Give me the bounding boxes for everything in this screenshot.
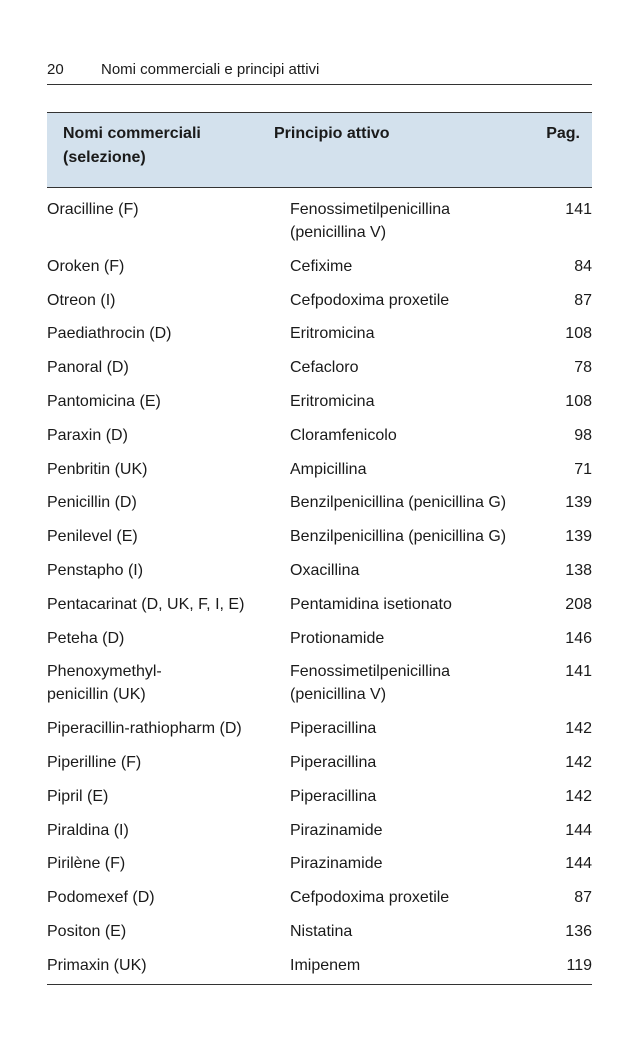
trade-name-text: Podomexef (D): [47, 889, 155, 907]
table-row: [47, 322, 592, 345]
running-title: Nomi commerciali e principi attivi: [101, 60, 320, 78]
page-reference-cell: 142: [565, 753, 592, 771]
page-reference-cell: 108: [565, 325, 592, 343]
trade-names-table: [47, 112, 592, 988]
active-ingredient-cell: [290, 289, 548, 312]
trade-name-text: Pentacarinat (D, UK, F, I, E): [47, 595, 245, 613]
trade-name-cell: [47, 255, 290, 278]
page-reference-cell: 98: [574, 426, 592, 444]
active-ingredient-cell: [290, 886, 548, 909]
column-header-active: Principio attivo: [274, 125, 390, 142]
trade-name-text: Paraxin (D): [47, 426, 128, 444]
active-ingredient-cell: [290, 322, 548, 345]
trade-name-text: Piraldina (I): [47, 821, 129, 839]
trade-name-text: Piperacillin-rathiopharm (D): [47, 720, 242, 738]
table-row: [47, 289, 592, 312]
trade-name-text: Primaxin (UK): [47, 956, 147, 974]
trade-name-text: Penilevel (E): [47, 528, 138, 546]
active-ingredient-text: Eritromicina: [290, 392, 375, 410]
page-reference-cell: 144: [565, 855, 592, 873]
table-row: [47, 424, 592, 447]
active-ingredient-text: Eritromicina: [290, 325, 375, 343]
table-row: [47, 593, 592, 616]
trade-name-text: Otreon (I): [47, 291, 116, 309]
active-ingredient-text: Pirazinamide: [290, 855, 383, 873]
active-ingredient-cell: [290, 356, 548, 379]
table-row: [47, 660, 592, 706]
trade-name-cell: [47, 593, 290, 616]
table-row: [47, 886, 592, 909]
trade-name-cell: [47, 785, 290, 808]
trade-name-text: Penicillin (D): [47, 494, 137, 512]
active-ingredient-text: Fenossimetilpenicillina: [290, 201, 451, 218]
active-ingredient-text: (penicillina V): [290, 686, 387, 704]
trade-name-cell: [47, 458, 290, 481]
trade-name-cell: [47, 525, 290, 548]
active-ingredient-cell: [290, 525, 548, 548]
trade-name-text: Paediathrocin (D): [47, 325, 172, 343]
page-number: 20: [47, 60, 64, 78]
active-ingredient-text: Piperacillina: [290, 753, 377, 771]
trade-name-cell: [47, 627, 290, 650]
active-ingredient-cell: [290, 751, 548, 774]
column-header-name: [47, 122, 274, 187]
trade-name-cell: [47, 390, 290, 413]
page-reference-cell: 71: [574, 460, 592, 478]
active-ingredient-text: Cloramfenicolo: [290, 426, 397, 444]
page-reference-cell: 139: [565, 528, 592, 546]
trade-name-cell: [47, 289, 290, 312]
trade-name-text: Oroken (F): [47, 257, 125, 275]
active-ingredient-text: Benzilpenicillina (penicillina G): [290, 528, 507, 546]
trade-name-text: Piperilline (F): [47, 753, 142, 771]
active-ingredient-text: Benzilpenicillina (penicillina G): [290, 494, 507, 512]
page-reference-cell: 142: [565, 787, 592, 805]
trade-name-text: penicillin (UK): [47, 686, 146, 704]
table-bottom-rule: [47, 984, 592, 985]
active-ingredient-text: Ampicillina: [290, 460, 367, 478]
trade-name-cell: [47, 322, 290, 345]
active-ingredient-cell: [290, 660, 548, 706]
table-row: [47, 920, 592, 943]
table-row: [47, 356, 592, 379]
trade-name-text: Pantomicina (E): [47, 392, 161, 410]
active-ingredient-text: Pirazinamide: [290, 821, 383, 839]
active-ingredient-cell: [290, 954, 548, 977]
trade-name-text: Pirilène (F): [47, 855, 126, 873]
page-reference-cell: 84: [574, 257, 592, 275]
table-header: [47, 112, 592, 188]
trade-name-text: Phenoxymethyl-: [47, 663, 162, 681]
trade-name-cell: [47, 852, 290, 875]
page-reference-cell: 87: [574, 889, 592, 907]
table-row: [47, 852, 592, 875]
trade-name-cell: [47, 717, 290, 740]
active-ingredient-cell: [290, 920, 548, 943]
active-ingredient-text: Cefpodoxima proxetile: [290, 291, 450, 309]
trade-name-cell: [47, 491, 290, 514]
trade-name-text: Penbritin (UK): [47, 460, 148, 478]
table-row: [47, 559, 592, 582]
active-ingredient-text: Cefacloro: [290, 359, 359, 377]
trade-name-text: Panoral (D): [47, 359, 129, 377]
active-ingredient-cell: [290, 559, 548, 582]
trade-name-text: Oracilline (F): [47, 201, 139, 218]
active-ingredient-cell: [290, 785, 548, 808]
active-ingredient-cell: [290, 717, 548, 740]
trade-name-cell: [47, 751, 290, 774]
page-reference-cell: 138: [565, 561, 592, 579]
active-ingredient-text: Oxacillina: [290, 561, 360, 579]
trade-name-cell: [47, 356, 290, 379]
active-ingredient-text: Piperacillina: [290, 720, 377, 738]
table-row: [47, 525, 592, 548]
table-row: [47, 751, 592, 774]
page-reference-cell: 141: [565, 663, 592, 681]
active-ingredient-text: Fenossimetilpenicillina: [290, 663, 451, 681]
table-row: [47, 954, 592, 977]
trade-name-text: Peteha (D): [47, 629, 125, 647]
table-row: [47, 717, 592, 740]
page-reference-cell: 136: [565, 922, 592, 940]
active-ingredient-text: Cefixime: [290, 257, 353, 275]
active-ingredient-cell: [290, 491, 548, 514]
table-row: [47, 458, 592, 481]
page-reference-cell: 208: [565, 595, 592, 613]
page-reference-cell: 142: [565, 720, 592, 738]
active-ingredient-text: Piperacillina: [290, 787, 377, 805]
active-ingredient-text: Pentamidina isetionato: [290, 595, 452, 613]
active-ingredient-text: Protionamide: [290, 629, 385, 647]
active-ingredient-cell: [290, 424, 548, 447]
trade-name-text: Pipril (E): [47, 787, 109, 805]
trade-name-cell: [47, 660, 290, 706]
page-reference-cell: 139: [565, 494, 592, 512]
column-header-page: Pag.: [546, 125, 580, 142]
active-ingredient-cell: [290, 198, 548, 244]
active-ingredient-cell: [290, 390, 548, 413]
page-reference-cell: 87: [574, 291, 592, 309]
table-row: [47, 390, 592, 413]
trade-name-text: Penstapho (I): [47, 561, 144, 579]
page-reference-cell: 141: [565, 201, 592, 218]
table-row: [47, 491, 592, 514]
active-ingredient-cell: [290, 255, 548, 278]
active-ingredient-text: Imipenem: [290, 956, 361, 974]
active-ingredient-text: (penicillina V): [290, 224, 387, 241]
trade-name-cell: [47, 920, 290, 943]
column-header-name-line2: (selezione): [63, 149, 146, 166]
active-ingredient-cell: [290, 593, 548, 616]
page-reference-cell: 146: [565, 629, 592, 647]
trade-name-cell: [47, 559, 290, 582]
active-ingredient-cell: [290, 627, 548, 650]
trade-name-cell: [47, 954, 290, 977]
running-head: [47, 58, 319, 80]
table-row: [47, 627, 592, 650]
active-ingredient-cell: [290, 852, 548, 875]
active-ingredient-text: Nistatina: [290, 922, 353, 940]
trade-name-cell: [47, 819, 290, 842]
page-reference-cell: 108: [565, 392, 592, 410]
table-row: [47, 785, 592, 808]
active-ingredient-text: Cefpodoxima proxetile: [290, 889, 450, 907]
active-ingredient-cell: [290, 458, 548, 481]
trade-name-cell: [47, 424, 290, 447]
page-reference-cell: 144: [565, 821, 592, 839]
active-ingredient-cell: [290, 819, 548, 842]
page-reference-cell: 119: [566, 956, 592, 974]
table-row: [47, 819, 592, 842]
trade-name-cell: [47, 198, 290, 244]
page-reference-cell: 78: [574, 359, 592, 377]
header-rule: [47, 84, 592, 85]
table-body: [47, 188, 592, 977]
table-row: [47, 198, 592, 244]
trade-name-cell: [47, 886, 290, 909]
table-row: [47, 255, 592, 278]
trade-name-text: Positon (E): [47, 922, 127, 940]
column-header-name-line1: Nomi commerciali: [63, 125, 201, 142]
